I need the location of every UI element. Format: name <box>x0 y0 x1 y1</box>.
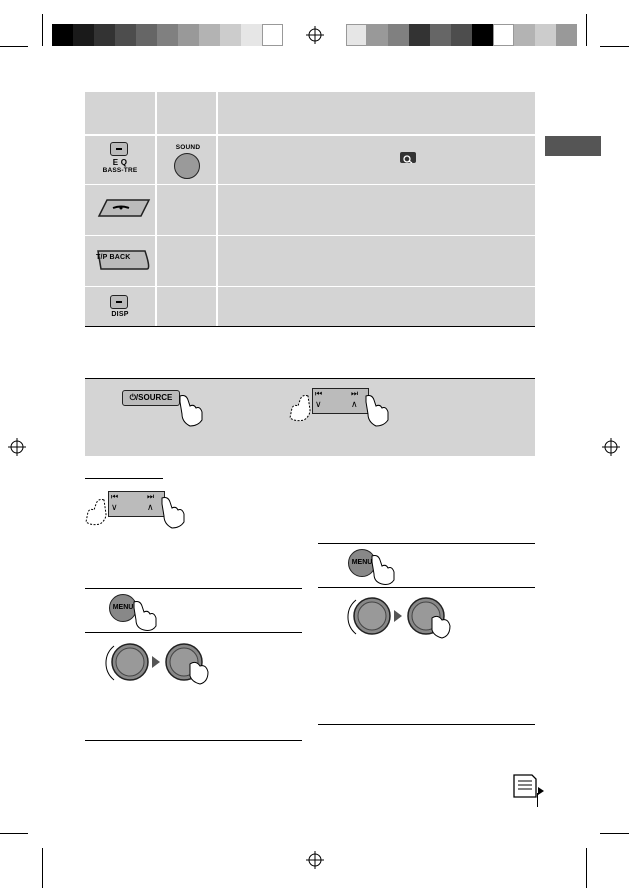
color-swatch <box>115 24 136 46</box>
table-header-row <box>85 92 535 135</box>
panel-top-rule <box>85 378 535 379</box>
col-divider <box>216 92 218 326</box>
registration-icon <box>602 438 620 456</box>
color-swatch <box>367 24 388 46</box>
crop-mark <box>586 14 587 46</box>
step-rule <box>318 587 535 588</box>
registration-icon <box>306 26 324 44</box>
hand-pointer-icon <box>362 392 392 428</box>
hand-pointer-dashed-icon <box>288 392 312 422</box>
row-divider <box>85 184 535 185</box>
skip-buttons <box>312 388 369 414</box>
source-button: ⏻/SOURCE <box>122 390 180 406</box>
menu-button: MENU <box>109 594 137 622</box>
skip-back-icon: ⏮ <box>315 389 323 398</box>
step-rule <box>85 740 302 741</box>
hand-pointer-icon <box>368 552 398 586</box>
skip-buttons <box>108 491 165 517</box>
chevron-up-icon: ∧ <box>351 399 358 409</box>
chevron-down-icon: ∨ <box>315 399 322 409</box>
disp-label: DISP <box>111 311 129 318</box>
skip-fwd-icon: ⏭ <box>147 492 155 501</box>
col-divider <box>155 92 157 326</box>
hand-pointer-icon <box>130 598 160 632</box>
color-swatch <box>472 24 493 46</box>
step-rule <box>85 632 302 633</box>
sound-label: SOUND <box>175 144 201 151</box>
color-swatch <box>493 24 514 46</box>
color-swatch <box>535 24 556 46</box>
tp-back-label: T/P BACK <box>96 254 131 261</box>
color-swatch <box>346 24 367 46</box>
eq-label: E Q <box>112 158 128 167</box>
color-swatch <box>556 24 577 46</box>
step-rule <box>318 543 535 544</box>
color-swatch <box>451 24 472 46</box>
table-row <box>85 287 535 326</box>
eq-button <box>110 142 128 156</box>
color-swatch <box>430 24 451 46</box>
color-swatch <box>178 24 199 46</box>
color-swatch <box>199 24 220 46</box>
page-edge-mark <box>537 793 538 807</box>
hand-pointer-dashed-icon <box>84 496 108 526</box>
menu-button: MENU <box>348 549 376 577</box>
color-swatch <box>388 24 409 46</box>
disp-button <box>110 295 128 309</box>
document-next-icon <box>512 773 546 801</box>
rotate-knob-diagram <box>346 590 458 640</box>
skip-back-icon: ⏮ <box>111 492 119 501</box>
color-swatch <box>94 24 115 46</box>
registration-icon <box>8 438 26 456</box>
table-bottom-rule <box>85 326 535 327</box>
row-divider <box>85 134 535 136</box>
crop-mark <box>42 14 43 46</box>
color-swatch <box>514 24 535 46</box>
color-swatch <box>220 24 241 46</box>
hand-pointer-icon <box>158 494 188 530</box>
color-swatch <box>136 24 157 46</box>
step-rule <box>318 724 535 725</box>
hand-pointer-icon <box>176 392 206 428</box>
table-row <box>85 134 535 184</box>
skip-fwd-icon: ⏭ <box>351 389 359 398</box>
color-swatch <box>52 24 73 46</box>
magnifier-icon <box>400 152 416 163</box>
chevron-down-icon: ∨ <box>111 502 118 512</box>
bass-tre-label: BASS-TRE <box>102 167 138 174</box>
color-swatch <box>409 24 430 46</box>
language-tab <box>545 136 601 156</box>
color-swatch <box>157 24 178 46</box>
step-rule <box>85 588 302 589</box>
row-divider <box>85 235 535 236</box>
crop-mark <box>0 833 28 834</box>
crop-mark <box>0 46 28 47</box>
crop-mark <box>586 848 587 888</box>
crop-mark <box>42 848 43 888</box>
rotate-knob-diagram <box>104 636 216 686</box>
phone-hangup-icon <box>95 196 153 220</box>
section-underline <box>85 478 163 479</box>
color-swatch <box>73 24 94 46</box>
sound-knob <box>174 153 200 179</box>
color-swatch <box>262 24 283 46</box>
crop-mark <box>600 46 629 47</box>
crop-mark <box>600 833 629 834</box>
color-swatch <box>241 24 262 46</box>
registration-icon <box>306 851 324 869</box>
row-divider <box>85 286 535 287</box>
chevron-up-icon: ∧ <box>147 502 154 512</box>
